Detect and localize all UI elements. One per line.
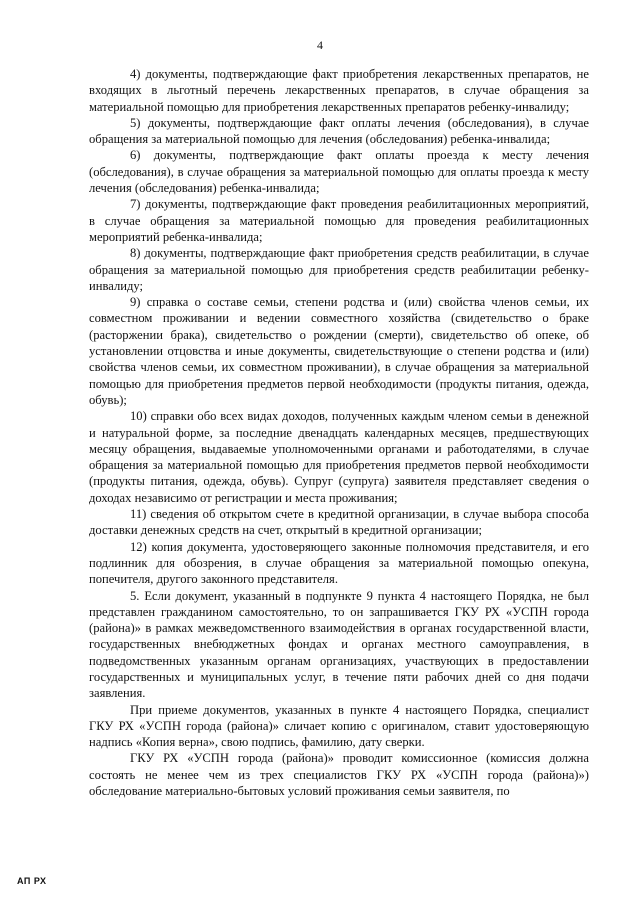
paragraph-item-7-rehabilitation: 7) документы, подтверждающие факт проведения реабилитационных мероприятий, в случае обращения за материальной помощью для проведения реабилитационных мероприятий ребенка-инвалида; [89, 197, 589, 244]
paragraph-item-8-rehab-means: 8) документы, подтверждающие факт приобретения средств реабилитации, в случае обращения за материальной помощью для приобретения средств реабилитации ребенку-инвалиду; [89, 246, 589, 293]
paragraph-section-5: 5. Если документ, указанный в подпункте 9 пункта 4 настоящего Порядка, не был представлен гражданином самостоятельно, то он запрашивается ГКУ РХ «УСПН города (района)» в рамках межведомственного взаимодействия в органах государственной власти, государственных внебюджетных фондах и органах местного самоуправления, в подведомственных указанным органам организациях, участвующих в предоставлении государственных и муниципальных услуг, в течение пяти рабочих дней со дня подачи заявления. [89, 588, 589, 701]
paragraph-document-acceptance: При приеме документов, указанных в пункте 4 настоящего Порядка, специалист ГКУ РХ «УСПН города (района)» сличает копию с оригиналом, ставит удостоверяющую надпись «Копия верна», свою подпись, фамилию, дату сверки. [89, 702, 589, 750]
paragraph-item-11-bank-account: 11) сведения об открытом счете в кредитной организации, в случае выбора способа доставки денежных средств на счет, открытый в кредитной организации; [89, 507, 589, 538]
paragraph-item-10-income-certificates: 10) справки обо всех видах доходов, полученных каждым членом семьи в денежной и натуральной форме, за последние двенадцать календарных месяцев, предшествующих месяцу обращения, выдаваемые уполномоченными органами и работодателями, в случае обращения за материальной помощью для приобретения предметов первой необходимости (продукты питания, одежда, обувь). Супруг (супруга) заявителя представляет сведения о доходах независимо от регистрации и места проживания; [89, 409, 589, 505]
footer-mark: АП РХ [17, 876, 47, 886]
paragraph-item-12-representative: 12) копия документа, удостоверяющего законные полномочия представителя, и его подлинник для обозрения, в случае обращения за материальной помощью опекуна, попечителя, другого законного представителя. [89, 539, 589, 587]
paragraph-commission-inspection: ГКУ РХ «УСПН города (района)» проводит комиссионное (комиссия должна состоять не менее чем из трех специалистов ГКУ РХ «УСПН города (района)») обследование материально-бытовых условий проживания семьи заявителя, по [89, 751, 589, 799]
paragraph-item-4-medicines: 4) документы, подтверждающие факт приобретения лекарственных препаратов, не входящих в льготный перечень лекарственных препаратов, в случае обращения за материальной помощью для приобретения лекарственных препаратов ребенку-инвалиду; [89, 67, 589, 114]
page-number: 4 [317, 38, 323, 52]
paragraph-item-9-family-certificate: 9) справка о составе семьи, степени родства и (или) свойства членов семьи, их совместном проживании и ведении совместного хозяйства (свидетельство о браке (расторжении брака), свидетельство о рождении (смерти), свидетельство об опеке, об установлении отцовства и иные документы, свидетельствующие о степени родства и (или) свойства членов семьи, их совместном проживании), в случае обращения за материальной помощью для приобретения предметов первой необходимости (продукты питания, одежда, обувь); [89, 295, 589, 407]
paragraph-item-6-travel: 6) документы, подтверждающие факт оплаты проезда к месту лечения (обследования), в случае обращения за материальной помощью для оплаты проезда к месту лечения (обследования) ребенка-инвалида; [89, 148, 589, 196]
document-body [89, 66, 589, 799]
paragraph-item-5-treatment: 5) документы, подтверждающие факт оплаты лечения (обследования), в случае обращения за материальной помощью для лечения (обследования) ребенка-инвалида; [89, 115, 589, 147]
